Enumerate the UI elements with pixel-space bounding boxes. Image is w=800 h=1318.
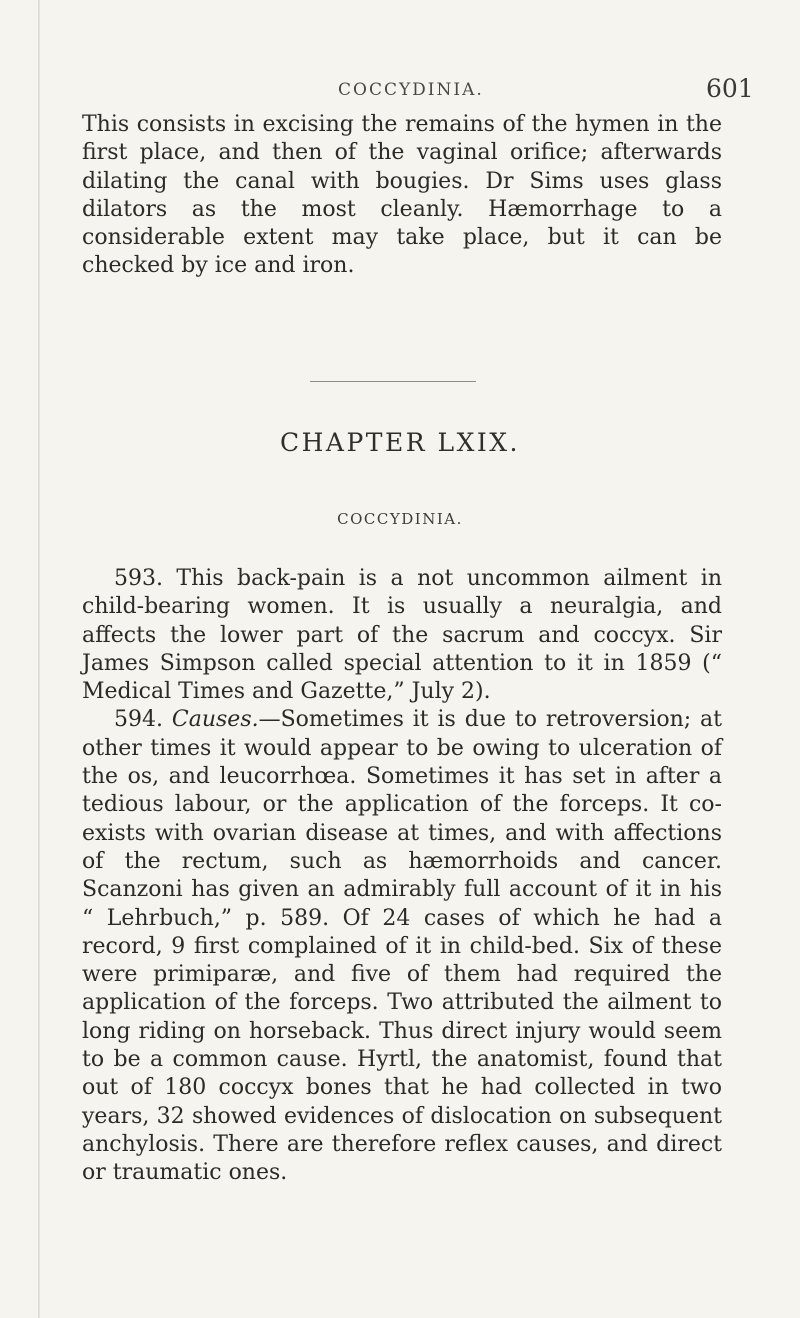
section-run-in-heading: Causes. <box>171 707 259 733</box>
chapter-heading: CHAPTER LXIX. <box>279 428 521 457</box>
page-gutter-line <box>38 0 40 1318</box>
paragraph-593: 593. This back-pain is a not uncommon ailment in child-bearing women. It is usually a neuralgia, and affects the lower part of the sacrum and coccyx. Sir James Simpson called special attention to it in 1859 (“ Medical Times and Gazette,” July 2). <box>82 566 722 705</box>
intro-paragraph-block <box>82 111 722 281</box>
page-number: 601 <box>706 74 754 103</box>
running-title: COCCYDINIA. <box>338 80 484 100</box>
chapter-subheading: COCCYDINIA. <box>337 510 463 528</box>
chapter-body <box>82 565 722 1188</box>
page-header <box>0 74 800 114</box>
paragraph-number: 594. <box>114 707 163 733</box>
paragraph-594-text: —Sometimes it is due to retroversion; at other times it would appear to be owing to ulceration of the os, and leucorrhœa. Sometimes it has set in after a tedious labour, or the application of the forceps. It co-exists with ovarian disease at times, and with affections of the rectum, such as hæmorrhoids and cancer. Scanzoni has given an admirably full account of it in his “ Lehrbuch,” p. 589. Of 24 cases of which he had a record, 9 first complained of it in child-bed. Six of these were primiparæ, and five of them had required the application of the forceps. Two attributed the ailment to long riding on horseback. Thus direct injury would seem to be a common cause. Hyrtl, the anatomist, found that out of 180 coccyx bones that he had collected in two years, 32 showed evidences of dislocation on subsequent anchylosis. There are therefore reflex causes, and direct or traumatic ones. <box>82 707 722 1186</box>
paragraph-594 <box>82 706 722 1187</box>
section-divider <box>310 381 476 382</box>
intro-paragraph: This consists in excising the remains of the hymen in the first place, and then of the vaginal orifice; afterwards dilating the canal with bougies. Dr Sims uses glass dilators as the most cleanly. Hæmorrhage to a considerable extent may take place, but it can be checked by ice and iron. <box>82 112 722 279</box>
